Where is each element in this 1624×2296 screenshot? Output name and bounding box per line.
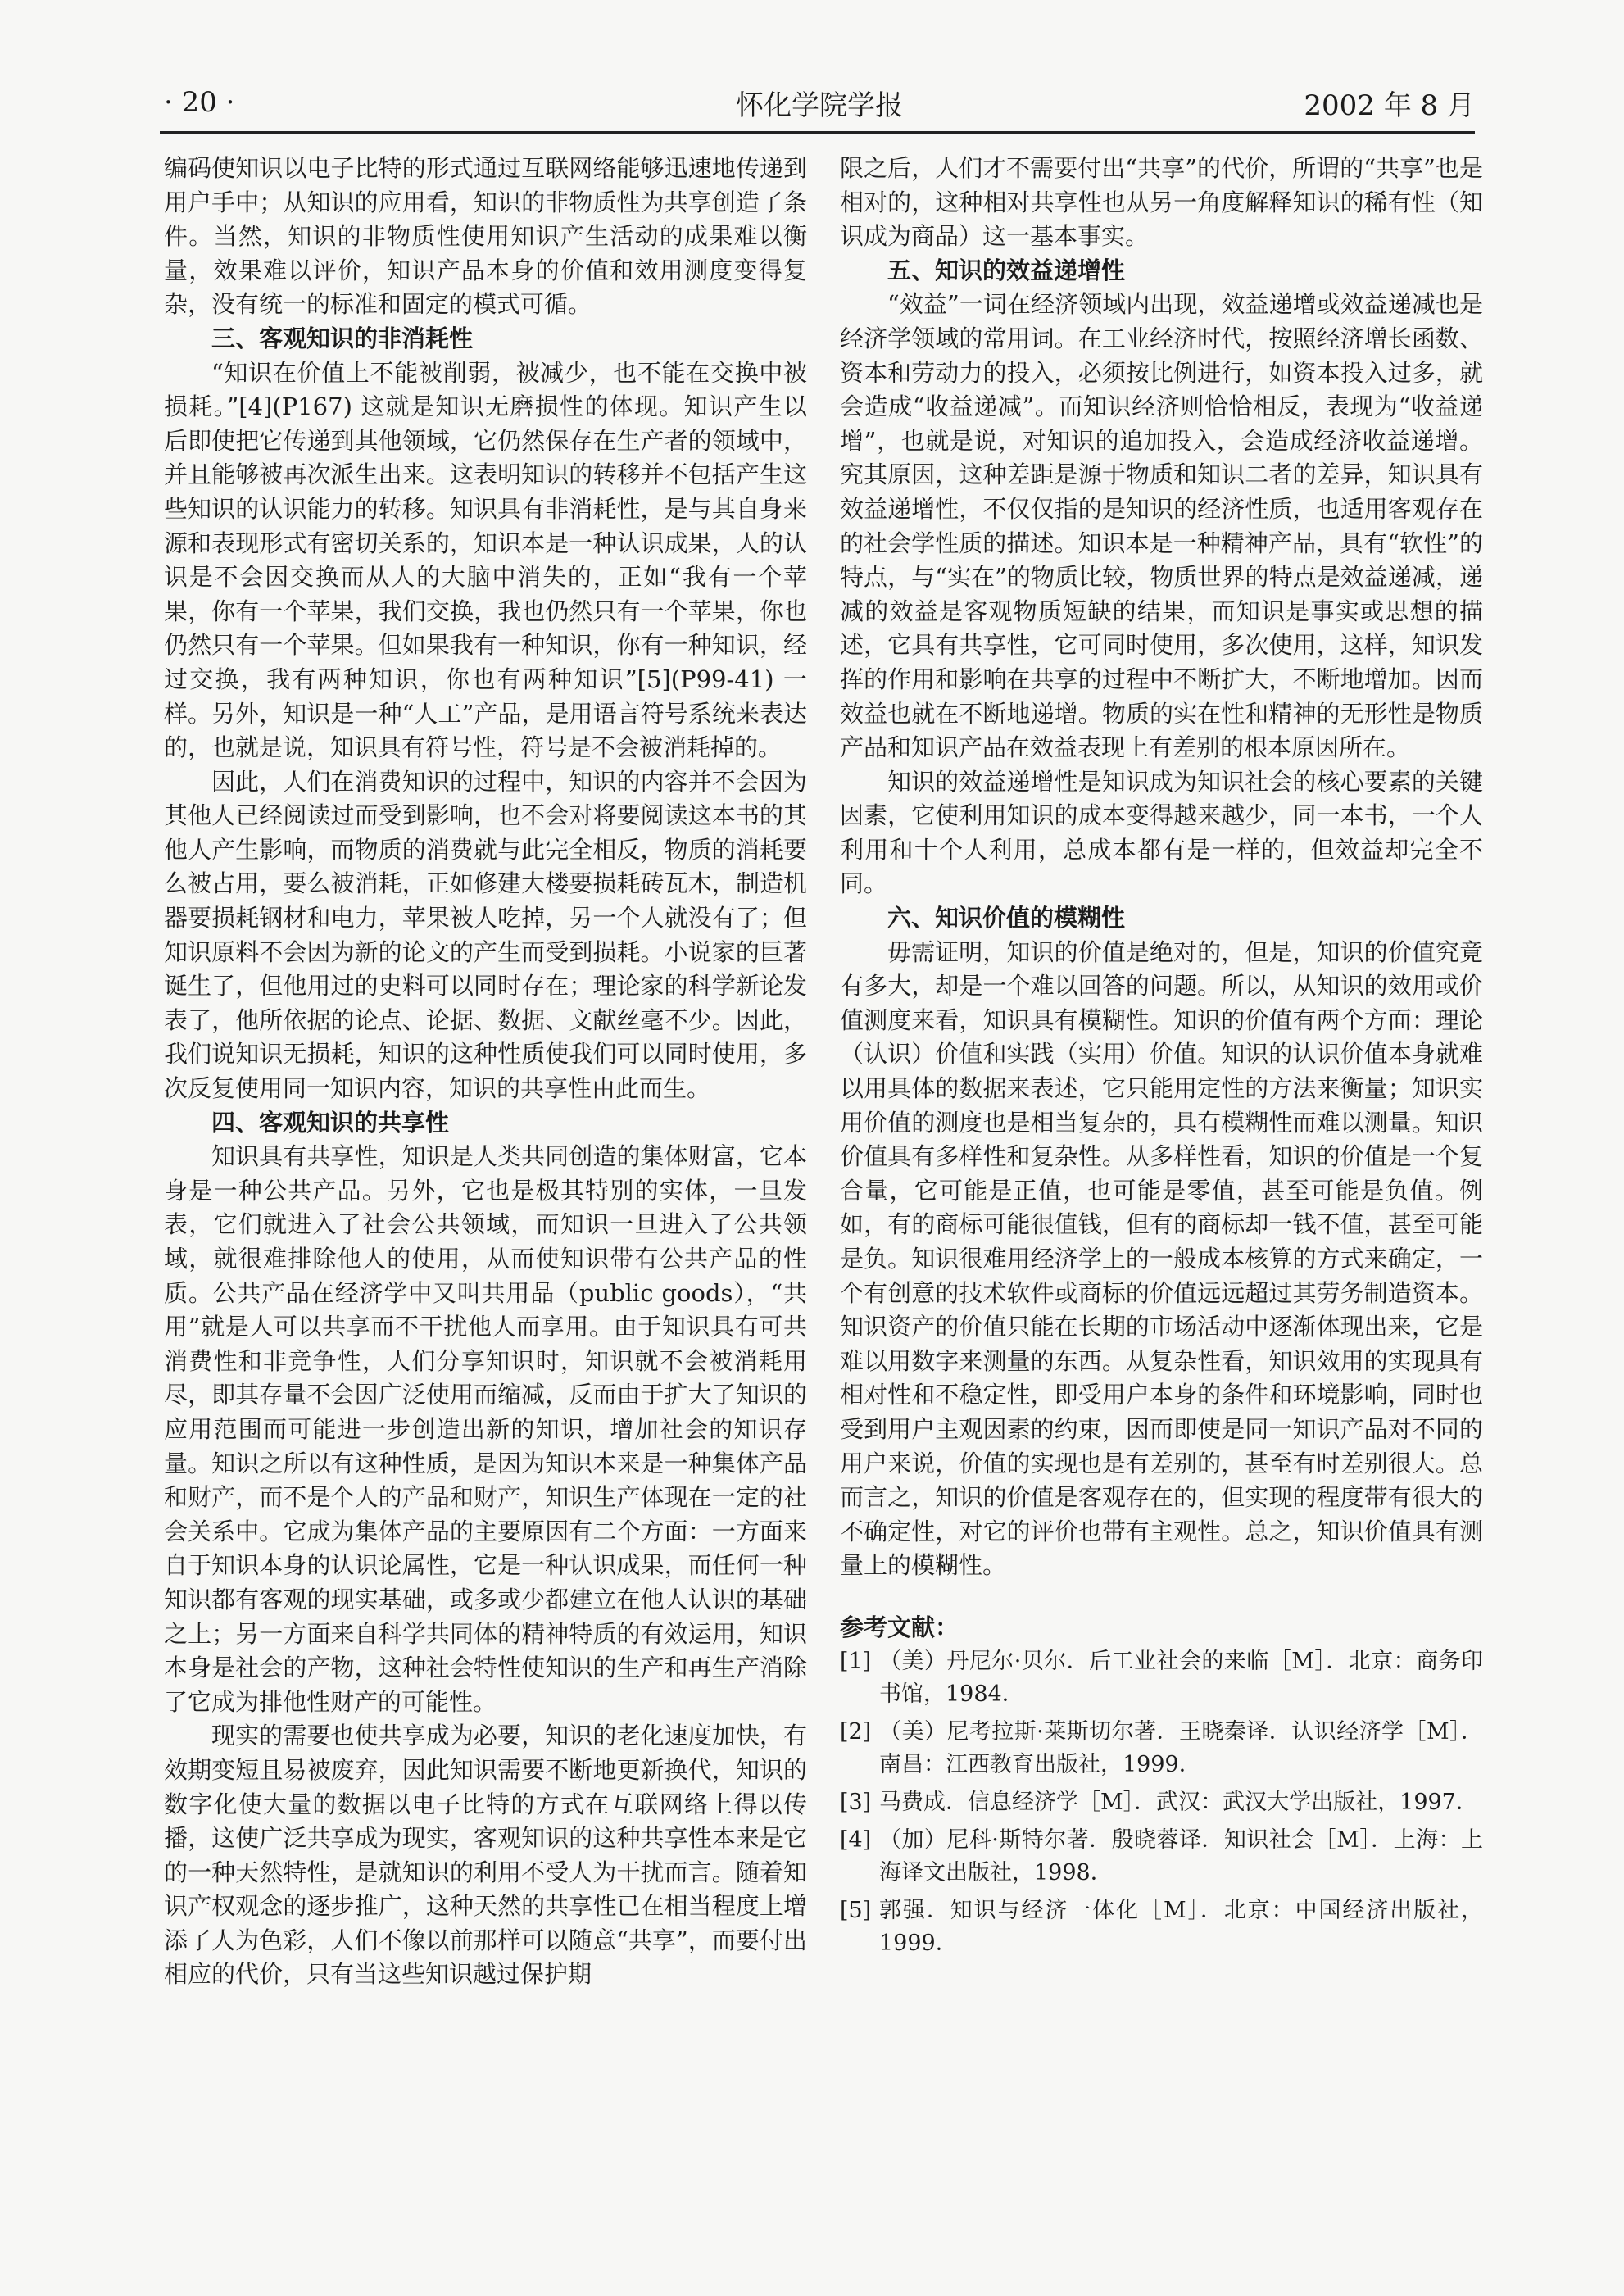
reference-number: [2] [840, 1718, 872, 1745]
section-heading: 五、知识的效益递增性 [887, 256, 1126, 284]
page-number: · 20 · [164, 86, 235, 119]
reference-number: [3] [840, 1789, 872, 1815]
reference-number: [5] [840, 1897, 872, 1923]
paragraph: 毋需证明，知识的价值是绝对的，但是，知识的价值究竟有多大，却是一个难以回答的问题。所以，从知识的效用或价值测度来看，知识具有模糊性。知识的价值有两个方面：理论（认识）价值和实践（实用）价值。知识的认识价值本身就难以用具体的数据来表述，它只能用定性的方法来衡量；知识实用价值的测度也是相当复杂的，具有模糊性而难以测量。知识价值具有多样性和复杂性。从多样性看，知识的价值是一个复合量，它可能是正值，也可能是零值，甚至可能是负值。例如，有的商标可能很值钱，但有的商标却一钱不值，甚至可能是负。知识很难用经济学上的一般成本核算的方式来确定，一个有创意的技术软件或商标的价值远远超过其劳务制造资本。知识资产的价值只能在长期的市场活动中逐渐体现出来，它是难以用数字来测量的东西。从复杂性看，知识效用的实现具有相对性和不稳定性，即受用户本身的条件和环境影响，同时也受到用户主观因素的约束，因而即使是同一知识产品对不同的用户来说，价值的实现也是有差别的，甚至有时差别很大。总而言之，知识的价值是客观存在的，但实现的程度带有很大的不确定性，对它的评价也带有主观性。总之，知识价值具有测量上的模糊性。 [840, 937, 1483, 1580]
reference-text: （美）尼考拉斯·莱斯切尔著．王晓秦译．认识经济学［M］．南昌：江西教育出版社，1999． [879, 1718, 1483, 1777]
page-header [164, 78, 1475, 127]
section-heading: 四、客观知识的共享性 [211, 1108, 450, 1137]
paragraph: 限之后，人们才不需要付出“共享”的代价，所谓的“共享”也是相对的，这种相对共享性也从另一角度解释知识的稀有性（知识成为商品）这一基本事实。 [840, 154, 1483, 251]
paragraph: 现实的需要也使共享成为必要，知识的老化速度加快，有效期变短且易被废弃，因此知识需要不断地更新换代，知识的数字化使大量的数据以电子比特的方式在互联网络上得以传播，这使广泛共享成为现实，客观知识的这种共享性本来是它的一种天然特性，是就知识的利用不受人为干扰而言。随着知识产权观念的逐步推广，这种天然的共享性已在相当程度上增添了人为色彩，人们不像以前那样可以随意“共享”，而要付出相应的代价，只有当这些知识越过保护期 [164, 1722, 807, 1989]
references-list [840, 1645, 1483, 1960]
reference-text: （美）丹尼尔·贝尔．后工业社会的来临［M］．北京：商务印书馆，1984． [879, 1648, 1483, 1707]
journal-title: 怀化学院学报 [736, 88, 903, 122]
left-column [164, 152, 807, 1992]
header-rule [160, 131, 1475, 134]
section-heading: 三、客观知识的非消耗性 [211, 324, 474, 352]
paragraph: 因此，人们在消费知识的过程中，知识的内容并不会因为其他人已经阅读过而受到影响，也不会对将要阅读这本书的其他人产生影响，而物质的消费就与此完全相反，物质的消耗要么被占用，要么被消耗，正如修建大楼要损耗砖瓦木，制造机器要损耗钢材和电力，苹果被人吃掉，另一个人就没有了；但知识原料不会因为新的论文的产生而受到损耗。小说家的巨著诞生了，但他用过的史料可以同时存在；理论家的科学新论发表了，他所依据的论点、论据、数据、文献丝毫不少。因此，我们说知识无损耗，知识的这种性质使我们可以同时使用，多次反复使用同一知识内容，知识的共享性由此而生。 [164, 767, 807, 1103]
paragraph: “知识在价值上不能被削弱，被减少，也不能在交换中被损耗。”[4](P167) 这就是知识无磨损性的体现。知识产生以后即使把它传递到其他领域，它仍然保存在生产者的领域中，并且能够被再次派生出来。这表明知识的转移并不包括产生这些知识的认识能力的转移。知识具有非消耗性，是与其自身来源和表现形式有密切关系的，知识本是一种认识成果，人的认识是不会因交换而从人的大脑中消失的，正如“我有一个苹果，你有一个苹果，我们交换，我也仍然只有一个苹果，你也仍然只有一个苹果。但如果我有一种知识，你有一种知识，经过交换，我有两种知识，你也有两种知识”[5](P99-41) 一样。另外，知识是一种“人工”产品，是用语言符号系统来表达的，也就是说，知识具有符号性，符号是不会被消耗掉的。 [164, 358, 807, 762]
reference-number: [4] [840, 1826, 872, 1853]
paragraph: 知识的效益递增性是知识成为知识社会的核心要素的关键因素，它使利用知识的成本变得越来越少，同一本书，一个人利用和十个人利用，总成本都有是一样的，但效益却完全不同。 [840, 767, 1483, 898]
reference-item [840, 1645, 1483, 1711]
reference-text: 马费成．信息经济学［M］．武汉：武汉大学出版社，1997． [879, 1789, 1478, 1815]
section-heading: 六、知识价值的模糊性 [887, 904, 1126, 932]
reference-item [840, 1716, 1483, 1781]
paragraph: “效益”一词在经济领域内出现，效益递增或效益递减也是经济学领域的常用词。在工业经济时代，按照经济增长函数、资本和劳动力的投入，必须按比例进行，如资本投入过多，就会造成“收益递减”。而知识经济则恰恰相反，表现为“收益递增”，也就是说，对知识的追加投入，会造成经济收益递增。究其原因，这种差距是源于物质和知识二者的差异，知识具有效益递增性，不仅仅指的是知识的经济性质，也适用客观存在的社会学性质的描述。知识本是一种精神产品，具有“软性”的特点，与“实在”的物质比较，物质世界的特点是效益递减，递减的效益是客观物质短缺的结果，而知识是事实或思想的描述，它具有共享性，它可同时使用，多次使用，这样，知识发挥的作用和影响在共享的过程中不断扩大，不断地增加。因而效益也就在不断地递增。物质的实在性和精神的无形性是物质产品和知识产品在效益表现上有差别的根本原因所在。 [840, 290, 1483, 762]
reference-number: [1] [840, 1648, 872, 1674]
right-column [840, 152, 1483, 1965]
reference-item [840, 1824, 1483, 1890]
reference-item [840, 1894, 1483, 1960]
reference-text: 郭强．知识与经济一体化［M］．北京：中国经济出版社，1999． [879, 1897, 1483, 1956]
reference-text: （加）尼科·斯特尔著．殷晓蓉译．知识社会［M］．上海：上海译文出版社，1998． [879, 1826, 1483, 1885]
issue-date: 2002 年 8 月 [1304, 88, 1475, 122]
reference-item [840, 1786, 1483, 1819]
paragraph: 知识具有共享性，知识是人类共同创造的集体财富，它本身是一种公共产品。另外，它也是极其特别的实体，一旦发表，它们就进入了社会公共领域，而知识一旦进入了公共领域，就很难排除他人的使用，从而使知识带有公共产品的性质。公共产品在经济学中又叫共用品（public goods），“共用”就是人可以共享而不干扰他人而享用。由于知识具有可共消费性和非竞争性，人们分享知识时，知识就不会被消耗用尽，即其存量不会因广泛使用而缩减，反而由于扩大了知识的应用范围而可能进一步创造出新的知识，增加社会的知识存量。知识之所以有这种性质，是因为知识本来是一种集体产品和财产，而不是个人的产品和财产，知识生产体现在一定的社会关系中。它成为集体产品的主要原因有二个方面：一方面来自于知识本身的认识论属性，它是一种认识成果，而任何一种知识都有客观的现实基础，或多或少都建立在他人认识的基础之上；另一方面来自科学共同体的精神特质的有效运用，知识本身是社会的产物，这种社会特性使知识的生产和再生产消除了它成为排他性财产的可能性。 [164, 1142, 807, 1716]
paragraph: 编码使知识以电子比特的形式通过互联网络能够迅速地传递到用户手中；从知识的应用看，知识的非物质性为共享创造了条件。当然，知识的非物质性使用知识产生活动的成果难以衡量，效果难以评价，知识产品本身的价值和效用测度变得复杂，没有统一的标准和固定的模式可循。 [164, 154, 807, 319]
references-title: 参考文献： [840, 1613, 959, 1641]
